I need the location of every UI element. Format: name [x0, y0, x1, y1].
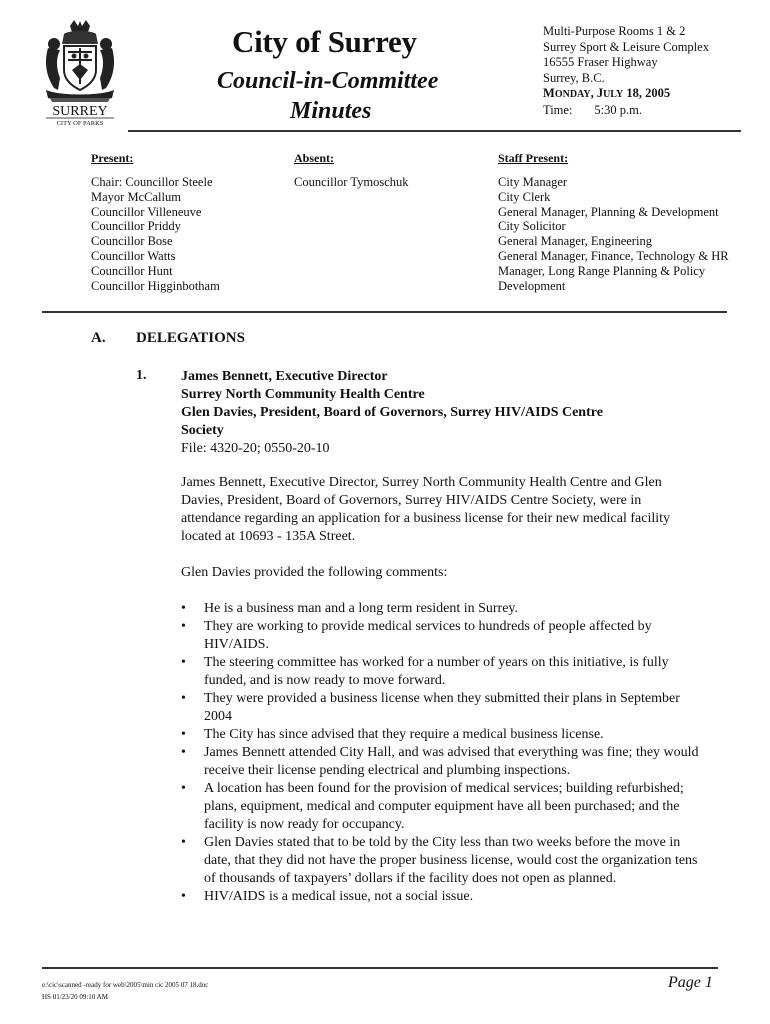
section-title: DELEGATIONS	[136, 330, 245, 346]
paragraph: Glen Davies provided the following comments:	[181, 565, 448, 580]
item-heading-line: James Bennett, Executive Director	[181, 369, 388, 384]
present-member: Mayor McCallum	[91, 189, 181, 204]
header-divider	[128, 130, 741, 132]
absent-list	[294, 175, 409, 190]
item-heading-line: Glen Davies, President, Board of Governors, Surrey HIV/AIDS Centre	[181, 405, 603, 420]
comments-list	[181, 600, 706, 906]
staff-present-heading: Staff Present:	[498, 151, 569, 165]
footer-stamp: HS 01/23/20 09:10 AM	[42, 993, 108, 1001]
list-item: • They were provided a business license when they submitted their plans in September 2004	[181, 691, 680, 724]
staff-member: City Solicitor	[498, 219, 566, 234]
footer-divider	[42, 967, 718, 969]
item-heading-line: Surrey North Community Health Centre	[181, 387, 425, 402]
list-item: • He is a business man and a long term resident in Surrey.	[181, 601, 519, 616]
city-crest-logo	[40, 18, 120, 126]
bullet-icon: •	[181, 601, 186, 616]
attendance-divider	[42, 311, 727, 313]
list-item: • They are working to provide medical services to hundreds of people affected by HIV/AIDS.	[181, 619, 652, 652]
list-item: • The City has since advised that they require a medical business license.	[181, 727, 604, 742]
coat-of-arms-icon	[40, 18, 120, 126]
staff-member: Development	[498, 278, 566, 293]
staff-member: General Manager, Engineering	[498, 234, 652, 249]
document-subtitle: Council-in-Committee	[217, 68, 439, 94]
staff-member: Manager, Long Range Planning & Policy	[498, 263, 706, 278]
location-line: Surrey Sport & Leisure Complex	[543, 39, 709, 54]
list-item: • The steering committee has worked for a number of years on this initiative, is fully funded, and is now ready to move forward.	[181, 655, 669, 688]
bullet-icon: •	[181, 835, 186, 850]
list-item: • Glen Davies stated that to be told by the City less than two weeks before the move in date, that they did not have the proper business license, would cost the organization tens of thousands of taxpayers’ dollars if the facility does not open as planned.	[181, 835, 698, 886]
present-member: Councillor Higginbotham	[91, 278, 220, 293]
present-member: Councillor Hunt	[91, 263, 173, 278]
document-subtitle-minutes: Minutes	[290, 98, 372, 124]
bullet-icon: •	[181, 889, 186, 904]
list-item: • A location has been found for the provision of medical services; building refurbished; plans, equipment, medical and computer equipment have all been purchased; and the facility is now ready for occupancy.	[181, 781, 684, 832]
staff-member: General Manager, Finance, Technology & HR	[498, 248, 729, 263]
staff-list	[498, 175, 729, 293]
bullet-icon: •	[181, 691, 186, 706]
paragraph: James Bennett, Executive Director, Surrey North Community Health Centre and Glen Davies, President, Board of Governors, Surrey HIV/AIDS Centre Society, were in attendance regarding an application for a business license for their new medical facility located at 10693 - 135A Street.	[181, 475, 671, 544]
file-reference: File: 4320-20; 0550-20-10	[181, 441, 330, 456]
svg-text:SURREY: SURREY	[52, 104, 108, 119]
present-member: Councillor Bose	[91, 234, 173, 249]
document-title: City of Surrey	[232, 24, 417, 59]
location-line: 16555 Fraser Highway	[543, 55, 658, 69]
list-item: • James Bennett attended City Hall, and was advised that everything was fine; they would receive their license pending electrical and plumbing inspections.	[181, 745, 699, 778]
meeting-info	[543, 24, 709, 118]
present-member: Councillor Watts	[91, 248, 176, 263]
absent-heading: Absent:	[294, 151, 335, 165]
page-number: Page 1	[668, 974, 713, 991]
meeting-date: MONDAY, JULY 18, 2005	[543, 86, 671, 100]
bullet-icon: •	[181, 727, 186, 742]
list-item: • HIV/AIDS is a medical issue, not a social issue.	[181, 889, 474, 904]
present-member: Councillor Priddy	[91, 219, 181, 234]
staff-member: City Clerk	[498, 189, 551, 204]
present-member: Councillor Villeneuve	[91, 204, 202, 219]
bullet-icon: •	[181, 655, 186, 670]
svg-text:CITY OF PARKS: CITY OF PARKS	[56, 120, 104, 126]
bullet-icon: •	[181, 781, 186, 796]
bullet-icon: •	[181, 745, 186, 760]
item-heading-line: Society	[181, 423, 224, 438]
bullet-icon: •	[181, 619, 186, 634]
location-line: Multi-Purpose Rooms 1 & 2	[543, 24, 686, 38]
present-list	[91, 175, 220, 293]
item-heading	[181, 368, 701, 458]
section-letter: A.	[91, 330, 106, 346]
present-heading: Present:	[91, 151, 134, 165]
staff-member: General Manager, Planning & Development	[498, 204, 719, 219]
footer-file-path: e:\cic\scanned -ready for web\2005\min cic 2005 07 18.doc	[42, 981, 209, 989]
absent-member: Councillor Tymoschuk	[294, 175, 409, 189]
present-member: Chair: Councillor Steele	[91, 175, 213, 189]
location-line: Surrey, B.C.	[543, 70, 605, 85]
meeting-time: Time: 5:30 p.m.	[543, 102, 642, 117]
item-number: 1.	[136, 368, 147, 383]
staff-member: City Manager	[498, 175, 568, 189]
